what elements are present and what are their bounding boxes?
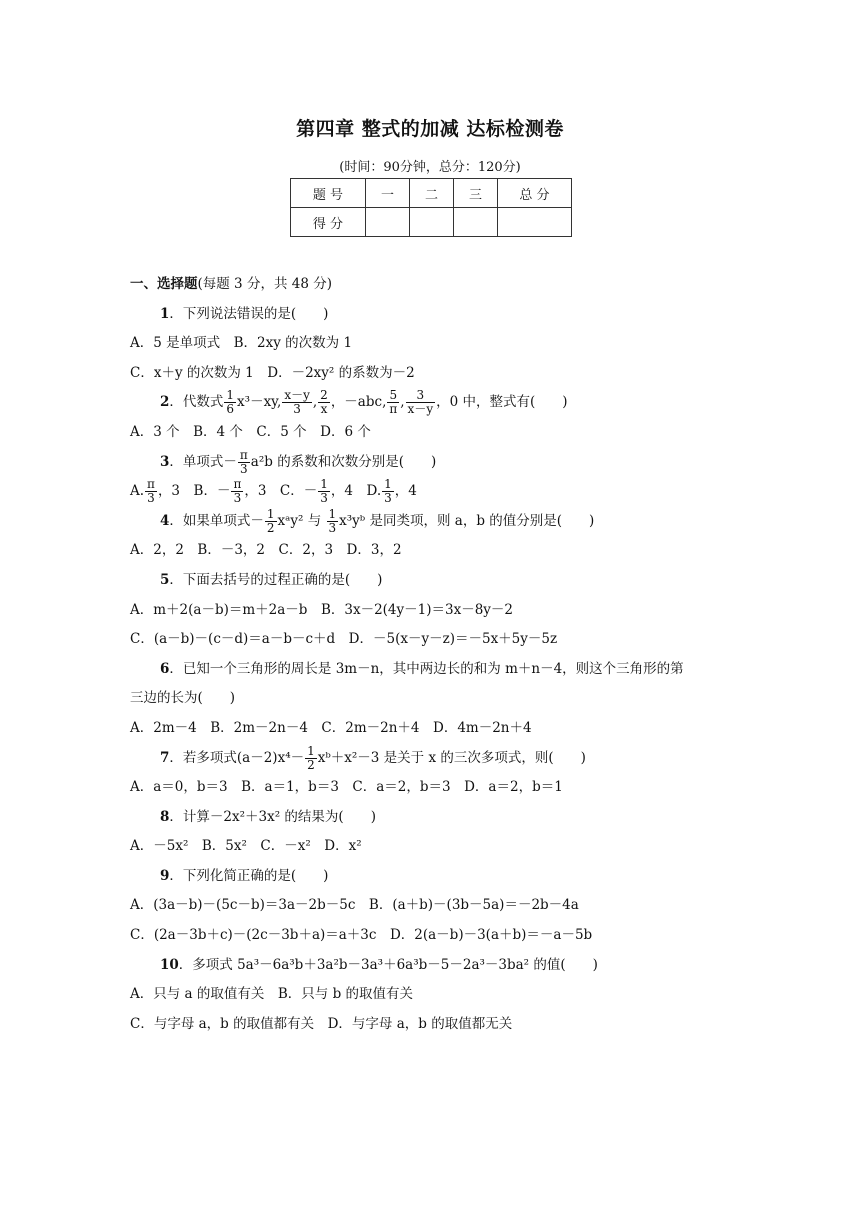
question-5-options-cd: C．(a－b)－(c－d)＝a－b－c＋d D．－5(x－y－z)＝－5x＋5y－5z bbox=[130, 631, 558, 648]
question-number: 3 bbox=[160, 453, 170, 470]
fraction bbox=[145, 478, 157, 505]
fraction bbox=[318, 478, 330, 505]
numerator: 1 bbox=[307, 743, 315, 758]
question-6-options: A．2m－4 B．2m－2n－4 C．2m－2n＋4 D．4m－2n＋4 bbox=[130, 719, 532, 736]
question-number: 2 bbox=[160, 394, 170, 411]
question-2: 2．代数式 $\frac{1}{6}$ x³－xy, $\frac{x-y}{3}$ , $\frac{2}{x}$ ，－abc, $\frac{5}{\pi}$ , $\frac{3}{x-y}$ ，0 中，整式有( ) bbox=[160, 388, 568, 417]
question-9-options-ab: A．(3a－b)－(5c－b)＝3a－2b－5c B．(a＋b)－(3b－5a)＝－2b－4a bbox=[130, 897, 579, 914]
page-title: 第四章 整式的加减 达标检测卷 bbox=[296, 118, 564, 140]
fraction bbox=[224, 389, 236, 416]
exam-time-and-score: (时间：90分钟，总分：120分) bbox=[339, 160, 521, 175]
score-table-row bbox=[291, 208, 572, 237]
question-stem: 计算－2x²＋3x² 的结果为( ) bbox=[182, 808, 376, 825]
denominator: 3 bbox=[240, 461, 248, 476]
numerator: 1 bbox=[266, 506, 275, 521]
denominator: x－y bbox=[407, 402, 434, 417]
question-1: 1．下列说法错误的是( ) bbox=[160, 305, 329, 322]
denominator: 2 bbox=[307, 757, 315, 772]
question-number: 6 bbox=[160, 660, 170, 677]
question-9: 9．下列化简正确的是( ) bbox=[160, 867, 329, 884]
question-10: 10．多项式 5a³－6a³b＋3a²b－3a³＋6a³b－5－2a³－3ba² 的值( ) bbox=[160, 956, 598, 973]
section-note: (每题 3 分，共 48 分) bbox=[197, 276, 332, 292]
question-8-options: A．－5x² B．5x² C．－x² D．x² bbox=[130, 838, 362, 855]
question-stem-text: xᵇ＋x²－3 是关于 x 的三次多项式，则( ) bbox=[317, 749, 586, 766]
score-table-header-row bbox=[291, 179, 572, 208]
fraction bbox=[406, 389, 436, 416]
question-2-options: A．3 个 B．4 个 C．5 个 D．6 个 bbox=[130, 423, 371, 440]
question-stem-text: a²b 的系数和次数分别是( ) bbox=[250, 453, 437, 470]
question-number: 4 bbox=[160, 512, 170, 529]
question-stem-text: 单项式－ bbox=[182, 453, 237, 470]
numerator: 3 bbox=[406, 389, 436, 403]
numerator: 1 bbox=[384, 477, 392, 492]
score-header-2: 二 bbox=[410, 179, 454, 208]
question-8: 8．计算－2x²＋3x² 的结果为( ) bbox=[160, 808, 376, 825]
question-stem-text: 代数式 bbox=[182, 394, 224, 411]
fraction bbox=[282, 389, 312, 416]
denominator: 6 bbox=[226, 402, 235, 417]
question-stem: 多项式 5a³－6a³b＋3a²b－3a³＋6a³b－5－2a³－3ba² 的值( ) bbox=[192, 956, 598, 973]
question-1-options-ab: A．5 是单项式 B．2xy 的次数为 1 bbox=[130, 335, 353, 352]
question-number: 8 bbox=[160, 808, 170, 825]
question-number: 10 bbox=[160, 956, 179, 973]
question-3: 3．单项式－ $\frac{\pi}{3}$ a²b 的系数和次数分别是( ) bbox=[160, 447, 437, 476]
fraction bbox=[387, 389, 399, 416]
question-5: 5．下面去括号的过程正确的是( ) bbox=[160, 571, 383, 588]
option-text: ，3 B．－ bbox=[157, 483, 231, 500]
numerator: π bbox=[233, 477, 242, 492]
score-header-total: 总 分 bbox=[498, 179, 572, 208]
denominator: 3 bbox=[233, 491, 242, 506]
denominator: 3 bbox=[328, 520, 337, 535]
score-cell-3 bbox=[454, 208, 498, 237]
question-6: 6．已知一个三角形的周长是 3m－n，其中两边长的和为 m＋n－4，则这个三角形的第 bbox=[160, 660, 684, 677]
score-header-1: 一 bbox=[366, 179, 410, 208]
question-stem-text: xᵃy² 与 bbox=[277, 512, 326, 529]
question-number: 5 bbox=[160, 571, 170, 588]
question-stem-text: ，0 中，整式有( ) bbox=[436, 394, 568, 411]
fraction bbox=[305, 745, 317, 772]
denominator: π bbox=[389, 402, 398, 417]
score-header-question: 题 号 bbox=[291, 179, 366, 208]
fraction bbox=[382, 478, 394, 505]
question-stem-text: x³yᵇ 是同类项，则 a，b 的值分别是( ) bbox=[339, 512, 595, 529]
question-list bbox=[130, 270, 740, 1039]
question-5-options-ab: A．m＋2(a－b)＝m＋2a－b B．3x－2(4y－1)＝3x－8y－2 bbox=[130, 601, 514, 618]
question-4: 4．如果单项式－ $\frac{1}{2}$ xᵃy² 与 $\frac{1}{3}$ x³yᵇ 是同类项，则 a，b 的值分别是( ) bbox=[160, 506, 595, 535]
question-4-options: A．2，2 B．－3，2 C．2，3 D．3，2 bbox=[130, 542, 402, 559]
numerator: 1 bbox=[328, 506, 337, 521]
question-7-options: A．a＝0，b＝3 B．a＝1，b＝3 C．a＝2，b＝3 D．a＝2，b＝1 bbox=[130, 779, 563, 796]
option-text: A. bbox=[130, 483, 145, 500]
option-text: ，3 C．－ bbox=[244, 483, 318, 500]
question-stem-text: , bbox=[312, 394, 318, 411]
option-text: ，4 bbox=[394, 483, 417, 500]
option-text: ，4 D. bbox=[330, 483, 382, 500]
question-stem-text: 如果单项式－ bbox=[182, 512, 264, 529]
fraction bbox=[265, 508, 277, 535]
question-3-options bbox=[130, 477, 740, 507]
question-10-options-cd: C．与字母 a，b 的取值都有关 D．与字母 a，b 的取值都无关 bbox=[130, 1015, 513, 1032]
denominator: 3 bbox=[147, 491, 155, 506]
question-stem-text: ，－abc, bbox=[330, 394, 387, 411]
numerator: 5 bbox=[387, 389, 399, 403]
question-number: 1 bbox=[160, 305, 170, 322]
question-number: 9 bbox=[160, 867, 170, 884]
numerator: 2 bbox=[320, 388, 328, 403]
score-cell-1 bbox=[366, 208, 410, 237]
numerator: x－y bbox=[284, 388, 310, 403]
fraction bbox=[238, 449, 250, 476]
denominator: 3 bbox=[320, 491, 328, 506]
question-10-options-ab: A．只与 a 的取值有关 B．只与 b 的取值有关 bbox=[130, 986, 414, 1003]
denominator: x bbox=[320, 402, 328, 417]
fraction bbox=[318, 389, 330, 416]
denominator: 3 bbox=[293, 402, 301, 417]
fraction bbox=[231, 478, 243, 505]
denominator: 2 bbox=[266, 520, 275, 535]
question-stem-text: , bbox=[400, 394, 405, 411]
question-1-options-cd: C．x＋y 的次数为 1 D．－2xy² 的系数为－2 bbox=[130, 364, 415, 381]
question-stem: 下列化简正确的是( ) bbox=[182, 867, 329, 884]
question-number: 7 bbox=[160, 749, 170, 766]
denominator: 3 bbox=[384, 491, 392, 506]
score-row-label: 得 分 bbox=[291, 208, 366, 237]
numerator: π bbox=[239, 447, 248, 462]
question-stem: 已知一个三角形的周长是 3m－n，其中两边长的和为 m＋n－4，则这个三角形的第 bbox=[182, 660, 684, 677]
question-stem-text: x³－xy, bbox=[237, 394, 282, 411]
section-heading bbox=[130, 270, 740, 300]
question-6-stem-continued: 三边的长为( ) bbox=[130, 690, 236, 707]
section-title: 一、选择题 bbox=[130, 276, 198, 292]
numerator: π bbox=[147, 477, 155, 492]
question-stem: 下列说法错误的是( ) bbox=[182, 305, 329, 322]
question-9-options-cd: C．(2a－3b＋c)－(2c－3b＋a)＝a＋3c D．2(a－b)－3(a＋b)＝－a－5b bbox=[130, 927, 593, 944]
score-table bbox=[290, 178, 572, 237]
score-cell-2 bbox=[410, 208, 454, 237]
score-cell-total bbox=[498, 208, 572, 237]
question-stem-text: 若多项式(a－2)x⁴－ bbox=[182, 749, 305, 766]
question-7: 7．若多项式(a－2)x⁴－ $\frac{1}{2}$ xᵇ＋x²－3 是关于 x 的三次多项式，则( ) bbox=[160, 743, 586, 772]
question-stem: 下面去括号的过程正确的是( ) bbox=[182, 571, 383, 588]
score-header-3: 三 bbox=[454, 179, 498, 208]
numerator: 1 bbox=[226, 388, 235, 403]
fraction bbox=[327, 508, 339, 535]
numerator: 1 bbox=[320, 477, 328, 492]
